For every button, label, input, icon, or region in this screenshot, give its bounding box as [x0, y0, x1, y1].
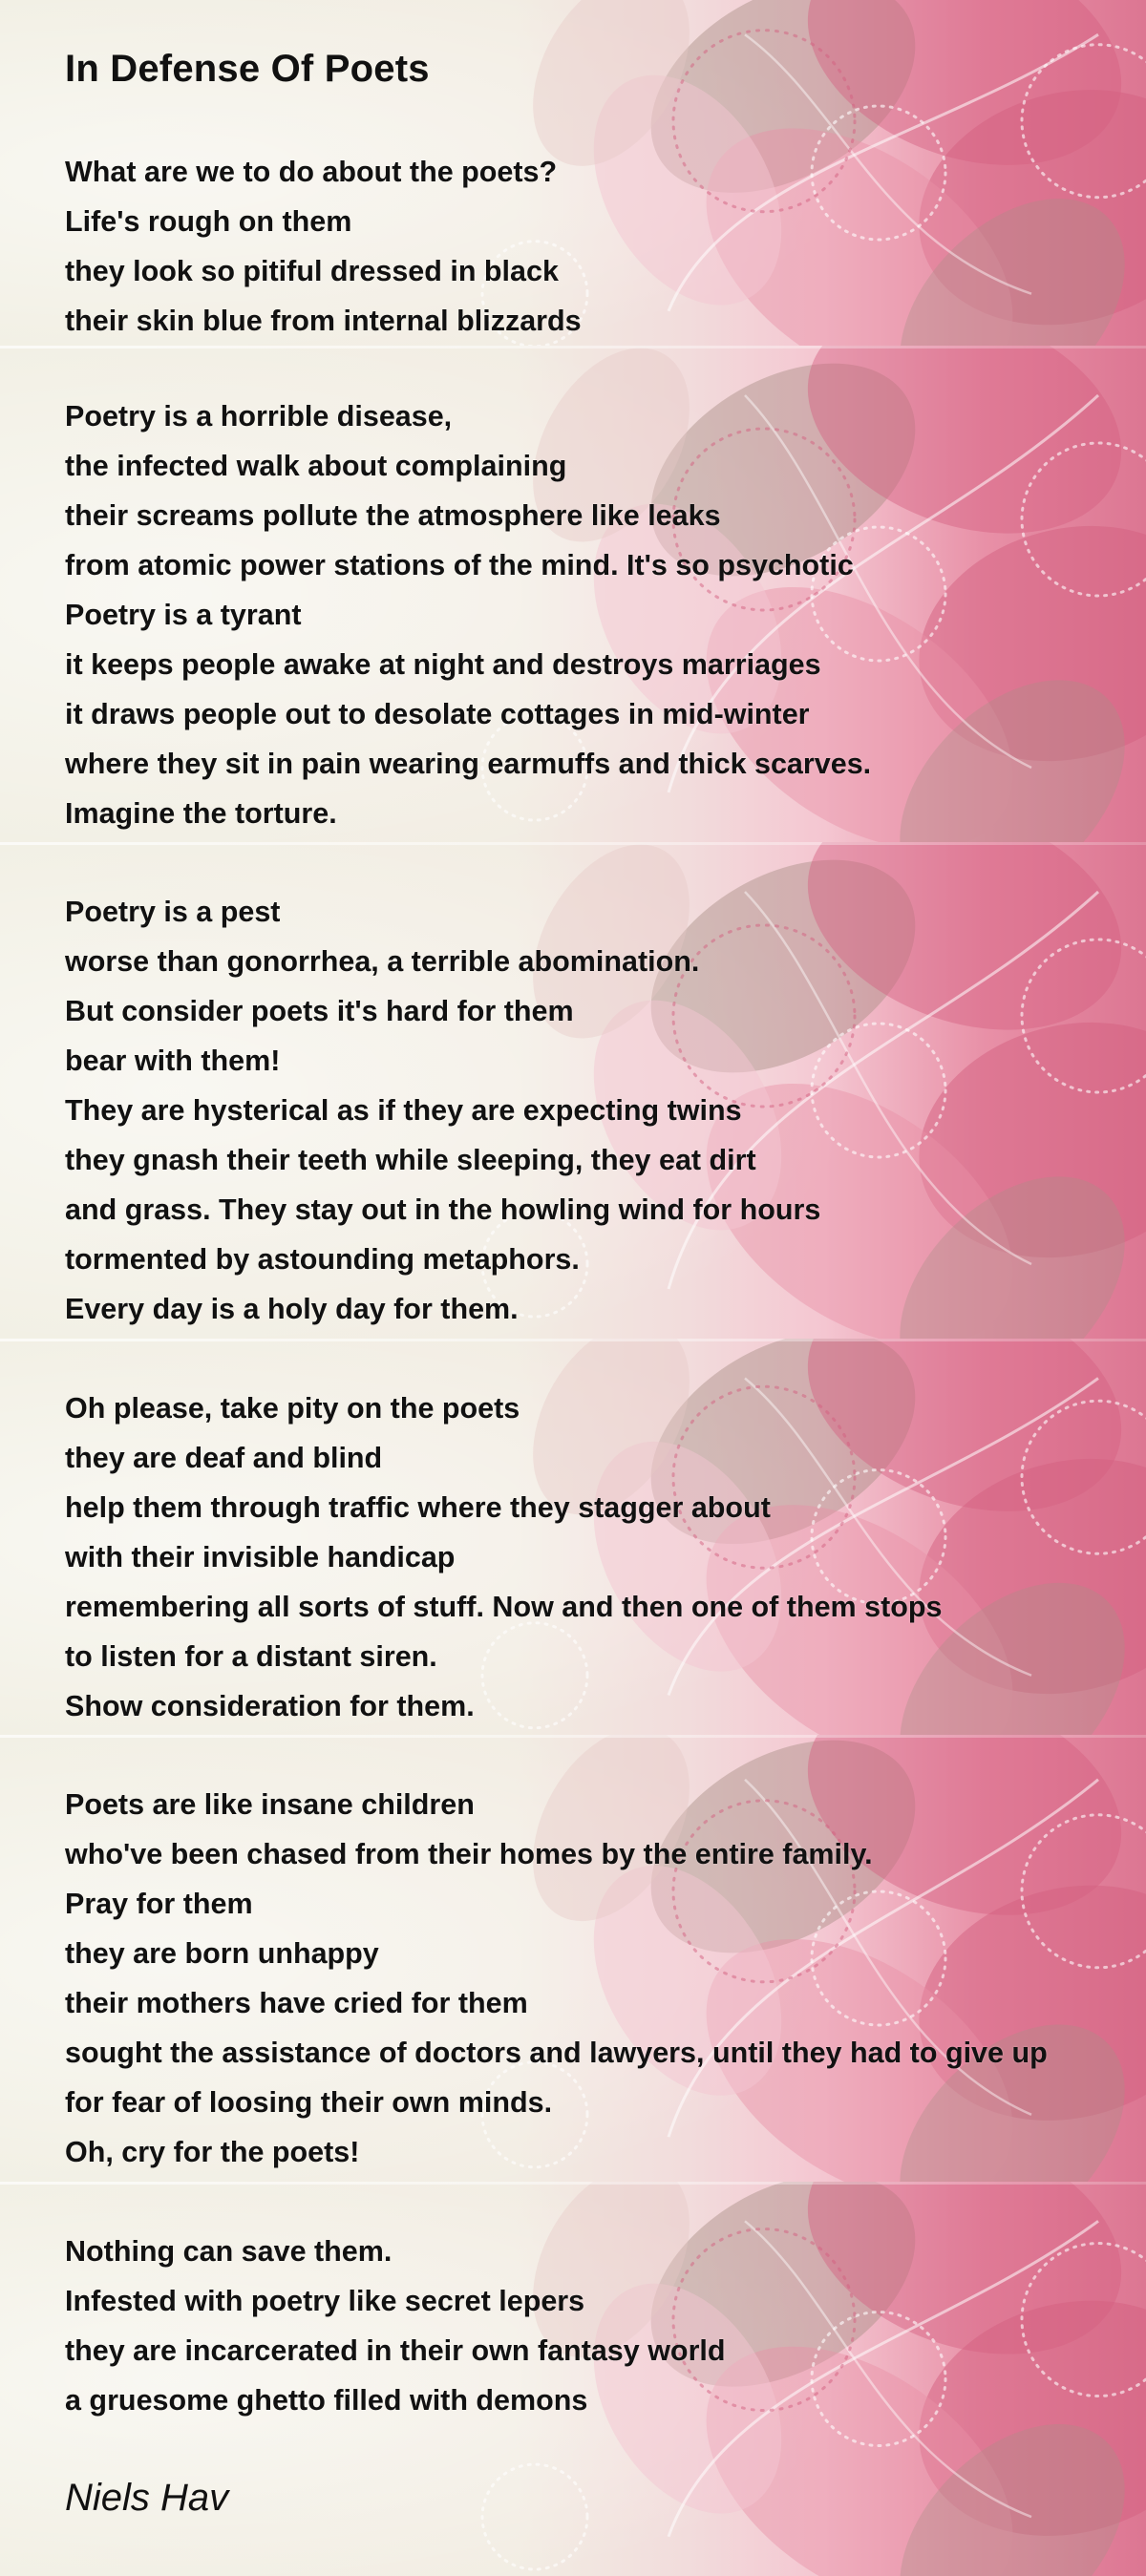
poem-line: from atomic power stations of the mind. It's so psychotic — [65, 549, 854, 581]
stanza-2 — [65, 391, 871, 838]
stanza-4 — [65, 1383, 942, 1731]
poem-line: remembering all sorts of stuff. Now and then one of them stops — [65, 1591, 943, 1623]
poem-line: sought the assistance of doctors and lawyers, until they had to give up — [65, 2037, 1048, 2069]
poem-line: their skin blue from internal blizzards — [65, 305, 582, 337]
poem-line: Oh, cry for the poets! — [65, 2136, 360, 2168]
poem-line: Life's rough on them — [65, 205, 352, 238]
poem-line: they are deaf and blind — [65, 1442, 383, 1474]
poem-line: where they sit in pain wearing earmuffs and thick scarves. — [65, 748, 872, 780]
poem-line: bear with them! — [65, 1045, 281, 1077]
poem-line: But consider poets it's hard for them — [65, 995, 574, 1027]
poem-line: they are born unhappy — [65, 1937, 379, 1970]
poem-line: their mothers have cried for them — [65, 1987, 528, 2019]
stanza-3 — [65, 887, 820, 1334]
poem-line: help them through traffic where they stagger about — [65, 1491, 771, 1524]
poem-line: Every day is a holy day for them. — [65, 1293, 519, 1325]
poem-line: they are incarcerated in their own fantasy world — [65, 2334, 726, 2367]
poem-line: Show consideration for them. — [65, 1690, 475, 1722]
poem-line: they gnash their teeth while sleeping, they eat dirt — [65, 1144, 756, 1176]
poem-author: Niels Hav — [65, 2477, 229, 2519]
poem-line: Oh please, take pity on the poets — [65, 1392, 520, 1425]
poem-title: In Defense Of Poets — [65, 48, 430, 90]
poem-line: with their invisible handicap — [65, 1541, 456, 1573]
poem-line: and grass. They stay out in the howling wind for hours — [65, 1193, 821, 1226]
stanza-6 — [65, 2227, 726, 2425]
poem-line: What are we to do about the poets? — [65, 156, 558, 188]
poem-line: to listen for a distant siren. — [65, 1640, 437, 1673]
poem-line: Nothing can save them. — [65, 2235, 393, 2268]
poem-line: who've been chased from their homes by the entire family. — [65, 1838, 873, 1870]
poem-line: They are hysterical as if they are expecting twins — [65, 1094, 742, 1127]
poem-line: Poetry is a tyrant — [65, 599, 302, 631]
poem-line: they look so pitiful dressed in black — [65, 255, 559, 287]
stanza-5 — [65, 1780, 1048, 2177]
poem-line: for fear of loosing their own minds. — [65, 2086, 553, 2119]
poem-line: Poets are like insane children — [65, 1788, 475, 1821]
poem-line: a gruesome ghetto filled with demons — [65, 2384, 588, 2417]
poem-line: the infected walk about complaining — [65, 450, 567, 482]
stanza-1 — [65, 147, 582, 346]
poem-line: it keeps people awake at night and destroys marriages — [65, 648, 821, 681]
poem-line: their screams pollute the atmosphere like leaks — [65, 499, 721, 532]
poem-line: Imagine the torture. — [65, 797, 337, 830]
poem-line: Poetry is a horrible disease, — [65, 400, 453, 433]
poem-line: worse than gonorrhea, a terrible abomination. — [65, 945, 700, 978]
poem-line: tormented by astounding metaphors. — [65, 1243, 580, 1276]
poem-line: Poetry is a pest — [65, 896, 281, 928]
poem-line: it draws people out to desolate cottages in mid-winter — [65, 698, 810, 730]
poem-line: Pray for them — [65, 1888, 253, 1920]
poem-line: Infested with poetry like secret lepers — [65, 2285, 585, 2317]
